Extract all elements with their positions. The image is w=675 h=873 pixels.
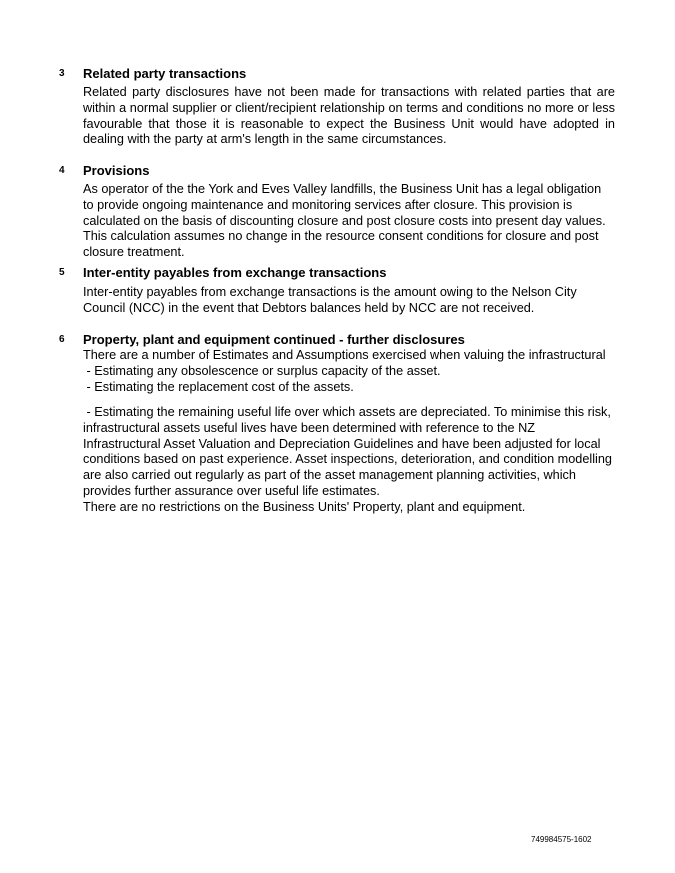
paragraph-line: provides further assurance over useful life estimates. bbox=[83, 483, 380, 498]
paragraph-line: - Estimating the replacement cost of the assets. bbox=[83, 379, 354, 394]
section-heading: Inter-entity payables from exchange transactions bbox=[83, 265, 387, 280]
section-paragraph-useful-life bbox=[83, 405, 615, 516]
section-heading: Related party transactions bbox=[83, 66, 247, 81]
paragraph-line: There are no restrictions on the Business Units' Property, plant and equipment. bbox=[83, 499, 526, 514]
section-paragraph bbox=[83, 182, 615, 261]
document-reference: 749984575-1602 bbox=[531, 835, 592, 844]
paragraph-line: infrastructural assets useful lives have been determined with reference to the NZ bbox=[83, 420, 536, 435]
section-paragraph-estimates bbox=[83, 348, 615, 395]
paragraph-line: to provide ongoing maintenance and monitoring services after closure. This provision is bbox=[83, 197, 573, 212]
section-heading: Property, plant and equipment continued - further disclosures bbox=[83, 332, 465, 347]
section-heading: Provisions bbox=[83, 163, 150, 178]
paragraph-line: Inter-entity payables from exchange transactions is the amount owing to the Nelson City bbox=[83, 285, 577, 299]
paragraph-line: are also carried out regularly as part of the asset management planning activities, which bbox=[83, 468, 576, 483]
paragraph-line: calculated on the basis of discounting closure and post closure costs into present day values. bbox=[83, 213, 606, 228]
section-number: 4 bbox=[59, 165, 65, 176]
paragraph-line: As operator of the the York and Eves Valley landfills, the Business Unit has a legal obligation bbox=[83, 182, 602, 196]
paragraph-line: Infrastructural Asset Valuation and Depreciation Guidelines and have been adjusted for local bbox=[83, 436, 601, 451]
section-paragraph: Related party disclosures have not been made for transactions with related parties that are within a normal supplier or client/recipient relationship on terms and conditions no more or less favourable that those it is reasonable to expect the Business Unit would have adopted in dealing with the party at arm's length in the same circumstances. bbox=[83, 85, 615, 147]
paragraph-line: - Estimating the remaining useful life over which assets are depreciated. To minimise this risk, bbox=[83, 405, 611, 419]
section-number: 5 bbox=[59, 267, 65, 278]
paragraph-line: conditions based on past experience. Asset inspections, deterioration, and condition modelling bbox=[83, 452, 612, 467]
paragraph-line: closure treatment. bbox=[83, 245, 185, 260]
paragraph-line: There are a number of Estimates and Assumptions exercised when valuing the infrastructural bbox=[83, 348, 606, 362]
paragraph-line: This calculation assumes no change in the resource consent conditions for closure and post bbox=[83, 229, 599, 244]
paragraph-line: - Estimating any obsolescence or surplus capacity of the asset. bbox=[83, 363, 441, 378]
section-paragraph bbox=[83, 285, 615, 317]
paragraph-line: Council (NCC) in the event that Debtors balances held by NCC are not received. bbox=[83, 300, 535, 315]
section-number: 6 bbox=[59, 334, 65, 345]
section-number: 3 bbox=[59, 68, 65, 79]
